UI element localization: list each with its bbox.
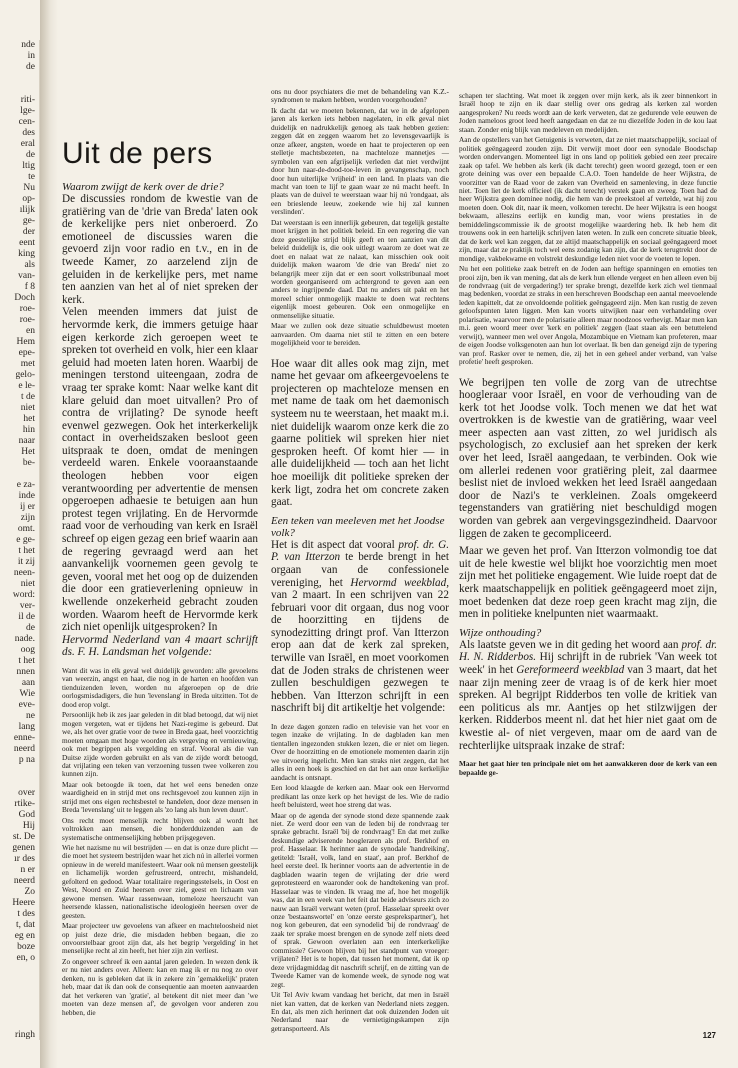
edge-fragment: zijn bbox=[20, 513, 35, 523]
edge-fragment: ne bbox=[26, 711, 35, 721]
article-title: Uit de pers bbox=[62, 137, 213, 170]
edge-fragment: op- bbox=[22, 194, 35, 204]
edge-fragment: naar bbox=[18, 436, 35, 446]
edge-fragment: neen- bbox=[13, 568, 35, 578]
quote-paragraph: Ons recht moet menselijk recht blijven ook al wordt het voltrokken aan mensen, die honderdduizenden aan de systematische ontmenselijking hebben prijsgegeven. bbox=[62, 815, 258, 842]
edge-fragment: cen- bbox=[18, 117, 35, 127]
edge-fragment: neerd bbox=[13, 744, 35, 754]
quote-paragraph: Maar op de agenda der synode stond deze spannende zaak niet. Ze werd door een van de leden bij de rondvraag ter sprake gebracht. Israël 'bij de rondvraag'! En dat met zulke deskundige adviserende hoogleraren als prof. Berkhof en prof. Hasselaar. Ik herinner aan de synodale 'handreiking', getiteld: 'Israël, volk, land en staat', aan prof. Berkhof de heel eerste deel. Ik herinner voorts aan de advertentie in de dagbladen waarin tegen de vrijlating der drie werd geprotesteerd en waaronder ook de handtekening van prof. Hasselaar was te vinden. Ik vraag me af, hoe het mogelijk was, dat in een week van het feit dat beide adviseurs zich zo nauw aan Israël verwant weten (prof. Hasselaar spreekt over onze 'bestaanswortel' en 'onze eerste gesprekspartner'), het nog kon gebeuren, dat een synodelid 'bij de rondvraag' de zaak ter sprake moest brengen en de synode zelf niets deed of sprak. Gewoon overlaten aan een interkerkelijke commissie? Gewoon blijven bij het standpunt van vroeger: vrijlaten? Het is te hopen, dat tussen het moment, dat ik op deze vrijdagmiddag dit naschrift schrijf, en de zitting van de Tweede Kamer van de komende week, de synode nog wat zegt. bbox=[271, 810, 449, 989]
edge-fragment: Zo bbox=[24, 887, 35, 897]
edge-fragment: nade. bbox=[14, 634, 35, 644]
intro-paragraph: De discussies rondom de kwestie van de gratiëring van de 'drie van Breda' laten ook de kerkelijke pers niet onberoerd. Zo emotioneel de discussies waren die gevoerd zijn voor radio en t.v., en in de tweede Kamer, zo aarzelend zijn de geluiden in de kerkelijke pers, met name ten aanzien van het al of niet spreken der kerk. Velen meenden immers dat juist de hervormde kerk, die immers getuige haar eigen kerkorde zich geroepen weet te spreken tot overheid en volk, hier een klaar geluid had moeten laten horen. Waarbij de meningen terstond uiteengaan, zodra de vraag ter sprake komt: Naar welke kant dit klare geluid dan moet uitvallen? Pro of contra de vrijlating? De synode heeft evenwel gezwegen. Ook het interkerkelijk contact in overheidszaken besloot geen uitspraak te doen, omdat de meningen verdeeld waren. Enkele vooraanstaande theologen hebben voor eigen verantwoording per advertentie de mensen opgeroepen adhaesie te betuigen aan hun protest tegen vrijlating. En de Hervormde raad voor de verhouding van kerk en Israël schreef op eigen gezag een brief waarin aan de regering gevraagd werd aan het aanvankelijk voornemen geen gevolg te geven, vooral met het oog op de duizenden die door een gratieverlening opnieuw in kwellende onzekerheid gebracht zouden worden. Waarom heeft de Hervormde kerk zich niet openlijk uitgesproken? In Hervormd Nederland van 4 maart schrijft ds. F. H. Landsman het volgende: bbox=[62, 193, 258, 659]
quote-paragraph: Uit Tel Aviv kwam vandaag het bericht, dat men in Israël niet kan vatten, dat de kerken van Nederland niets zeggen. En dat, als men zich herinnert dat ook duizenden Joden uit Nederland naar de vernietigingskampen zijn getransporteerd. Als bbox=[271, 990, 449, 1033]
edge-fragment bbox=[0, 997, 39, 1008]
edge-fragment bbox=[0, 73, 39, 84]
edge-fragment: t het bbox=[18, 546, 35, 556]
edge-fragment: oog bbox=[20, 645, 35, 655]
response-paragraph-2: Maar we geven het prof. Van Itterzon volmondig toe dat uit de hele kwestie wel blijkt hoe voorzichtig men moet zijn met het politieke engagement. Wie luide roept dat de kerk maatschappelijk en politiek geëngageerd moet zijn, moet bedenken dat deze roep geen kracht mag zijn, die men in politieke knelpunten niet waarmaakt. bbox=[459, 545, 717, 621]
edge-fragment: t de bbox=[21, 392, 35, 402]
citation-hervormd-nederland: Hervormd Nederland van 4 maart schrijft ds. F. H. Landsman het volgende: bbox=[62, 633, 258, 659]
edge-fragment: de bbox=[26, 150, 35, 160]
quote-paragraph: Maar projecteer uw gevoelens van afkeer en machteloosheid niet op juist deze drie, die misdaden hebben begaan, die zo onvoorstelbaar groot zijn dat, als het begrip 'vergelding' in het menselijke recht al zin heeft, het hier zijn zin verliest. bbox=[62, 921, 258, 956]
edge-fragment: epe- bbox=[18, 348, 35, 358]
quote-paragraph: Een lood klaagde de kerken aan. Maar ook een Hervormd predikant las onze kerk op het hevigst de les. Wie de radio heeft beluisterd, weet hoe streng dat was. bbox=[271, 783, 449, 810]
edge-fragment: st. De bbox=[12, 832, 35, 842]
edge-fragment: ver- bbox=[19, 601, 35, 611]
quote-landsman-continued bbox=[271, 88, 449, 348]
page-number: 127 bbox=[702, 1031, 716, 1040]
edge-fragment: Doch bbox=[14, 293, 35, 303]
subheading-joodse-volk: Een teken van meeleven met het Joodse volk? bbox=[271, 514, 445, 539]
edge-fragment: enne- bbox=[13, 733, 35, 743]
edge-fragment: roe- bbox=[19, 315, 35, 325]
edge-fragment: en bbox=[26, 326, 35, 336]
quote-paragraph: Persoonlijk heb ik zes jaar geleden in dit blad betoogd, dat wij niet mogen vergeten, wat er tijdens het Nazi-regime is gebeurd. Dat we, als het over gratie voor de twee in Breda gaat, heel voorzichtig moeten omgaan met hoge woorden als vergeving en vernieuwing, ook met begrippen als vergelding en straf. Vooral als die van Duitse zijde worden gebruikt en als van de zijde wordt betoogd, dat vrijlating een teken van verzoening tussen twee volkeren zou kunnen zijn. bbox=[62, 710, 258, 779]
edge-fragment: ltig bbox=[22, 161, 35, 171]
edge-fragment: f 8 bbox=[24, 282, 35, 292]
edge-fragment: roe- bbox=[19, 304, 35, 314]
edge-fragment: van- bbox=[18, 271, 35, 281]
quote-paragraph: Ik dacht dat we moeten bekennen, dat we in de afgelopen jaren als kerken iets hebben nagelaten, in elk geval niet duidelijk en nadrukkelijk genoeg als taak hebben gezien: zeggen dát en zeggen waarom het zo levensgevaarlijk is onze afkeer, angsten, woede en haat te projecteren op een stelletje machtsbezeten, na machteloze mannetjes — symbolen van een afgrijselijk verleden dat niet verdwijnt door hun naar-de-dood-toe-leven in gevangenschap, noch door hun uiterlijke 'vrijheid' in een land. In plaats van die macht van toen te lijf te gaan waar ze nú macht heeft. In plaats van de duivel te weerstaan waar hij nú 'rondgaat, als een brieslende leeuw, zoekende wie hij zal kunnen verslinden'. bbox=[271, 105, 449, 217]
edge-fragment: p na bbox=[18, 755, 35, 765]
quote-paragraph: Aan de opstellers van het Getuigenis is verweten, dat ze niet maatschappelijk, sociaal of politiek geëngageerd zouden zijn. Dit verwijt moet door een synodale Boodschap worden ondervangen. Momenteel ligt in ons land op politiek gebied een zeer precaire zaak op tafel. We hebben als kerk (ik dacht terecht) geen woord gezegd, toen er een grote deining was over een bepaalde C.A.O. Toen handelde de heer Wijkstra, de voorzitter van de Raad voor de zaken van Overheid en samenleving, in deze functie niet. Toen liet de kerk officieel (ik dacht terecht) verstek gaan en zweeg. Toen had de heer Wijkstra geen dominee nodig, die hem van de preekstoel af vertelde, wat hij zou moeten doen. Ook dit, naar ik meen, volkomen terecht. De heer Wijkstra is een hoogst bekwaam, alleszins eerlijk en kundig man, voor wiens prestaties in de bemiddelingscommissie ik de grootst mogelijke waardering heb. Ik heb hem dit trouwens ook in een hartelijk schrijven laten weten. In zulk een concrete situatie bleek, dat de kerk wel kan zeggen, dat ze altijd maatschappelijk en sociaal geëngageerd moet zijn, maar dat ze praktijk toch wel eens zodanig kan zijn, dat de kerk terugtrekt door de mondige, vakbekwame en volstrekt deskundige leden niet voor de voeten te lopen. bbox=[459, 135, 717, 263]
edge-fragment: t het bbox=[18, 656, 35, 666]
edge-fragment: king bbox=[18, 249, 35, 259]
edge-fragment: rtike- bbox=[14, 799, 35, 809]
edge-fragment: e ge- bbox=[16, 535, 35, 545]
edge-fragment: word: bbox=[12, 590, 35, 600]
edge-fragment: neerd bbox=[13, 876, 35, 886]
quote-paragraph: Dat weerstaan is een innerlijk gebeuren, dat tegelijk gestalte moet krijgen in het politiek beleid. En een regering die van deze geestelijke strijd blijk geeft en ten aanzien van dit beleid duidelijk is, die ook uitlegt waarom ze doet wat ze doet en nalaat wat ze nalaat, kan misschien ook ooit duidelijk maken waarom 'de drie van Breda' niet zo belangrijk meer zijn dat er een soort volkstribunaal moet worden georganiseerd om achtergrond te geven aan een anders te ingrijpende daad. Dat nu anders uit pakt en het moreel schier onmogelijk maakte te doen wat rechtens eigenlijk moest gebeuren. Ook een onmogelijke en onmenselijke situatie. bbox=[271, 217, 449, 320]
edge-fragment bbox=[0, 84, 39, 95]
paragraph-velen: Velen meenden immers dat juist de hervormde kerk, die immers getuige haar eigen kerkorde zich geroepen weet te spreken tot overheid en volk, hier een klaar geluid had moeten laten horen. Waarbij de meningen terstond uiteengaan, zodra de vraag ter sprake komt: Naar welke kant dit klare geluid dan moet uitvallen? Pro of contra de vrijlating? De synode heeft evenwel gezwegen. Ook het interkerkelijk contact in overheidszaken besloot geen uitspraak te doen, omdat de meningen verdeeld waren. Enkele vooraanstaande theologen hebben voor eigen verantwoording per advertentie de mensen opgeroepen adhaesie te betuigen aan hun protest tegen vrijlating. En de Hervormde raad voor de verhouding van kerk en Israël schreef op eigen gezag een brief waarin aan de regering gevraagd werd aan het aanvankelijk voornemen geen gevolg te geven, vooral met het oog op de duizenden die door een gratieverlening opnieuw in kwellende onzekerheid gebracht zouden worden. Waarom heeft de Hervormde kerk zich niet openlijk uitgesproken? In bbox=[62, 306, 258, 634]
quote-paragraph: Maar we zullen ook deze situatie schuldbewust moeten aanvaarden. Om daarna niet stil te zitten en een betere mogelijkheid voor te bereiden. bbox=[271, 321, 449, 348]
edge-fragment: niet bbox=[20, 403, 35, 413]
edge-fragment: genen bbox=[12, 843, 35, 853]
quote-paragraph: In deze dagen gonzen radio en televisie van het voor en tegen inzake de vrijlating. In de dagbladen kan men tientallen ingezonden stukken lezen, die er niet om liegen. Over de hoorzitting en de emotionele momenten daarin zijn we uitvoerig ingelicht. Men kan straks niet zeggen, dat het alles in een hoek is geschied en dat het aan onze kerkelijke aandacht is ontsnapt. bbox=[271, 722, 449, 782]
edge-fragment: eral bbox=[20, 139, 35, 149]
edge-fragment: ij er bbox=[19, 502, 35, 512]
edge-fragment: Heere bbox=[12, 898, 35, 908]
edge-fragment: der bbox=[22, 227, 35, 237]
edge-fragment: omt. bbox=[17, 524, 35, 534]
edge-fragment: als bbox=[24, 260, 35, 270]
edge-fragment: met bbox=[20, 359, 35, 369]
edge-fragment: t, dat bbox=[16, 920, 35, 930]
edge-fragment bbox=[0, 469, 39, 480]
edge-fragment: ge- bbox=[22, 216, 35, 226]
edge-fragment bbox=[0, 1019, 39, 1030]
book-binding-shadow bbox=[40, 0, 58, 1068]
edge-fragment: e za- bbox=[16, 480, 35, 490]
edge-fragment: te bbox=[28, 172, 35, 182]
edge-fragment: eg en bbox=[14, 931, 35, 941]
quote-paragraph: Wie het nazisme nu wil bestrijden — en dat is onze dure plicht — die moet het systeem bestrijden waar het zich nú in allerlei vormen opnieuw in de wereld manifesteert. Waar ook nú mensen geestelijk en lichamelijk worden gefrustreerd, ontrecht, mishandeld, gefolterd en gedood. Waar totalitaire regeringsstelsels, in Oost en West, Noord en Zuid heersen over ziel, geest en lichaam van gewone mensen. Waar rassenwaan, tomeloze heerszucht van heersende klassen, nationalistische ideologieën heersen over de geesten. bbox=[62, 843, 258, 920]
edge-fragment: eve- bbox=[18, 700, 35, 710]
edge-fragment: e le- bbox=[18, 381, 35, 391]
subheading-wijze-onthouding: Wijze onthouding? bbox=[459, 626, 542, 639]
edge-fragment: over bbox=[18, 788, 35, 798]
edge-fragment: il de bbox=[18, 612, 35, 622]
edge-fragment: Nu bbox=[23, 183, 35, 193]
commentary-paragraph: Hoe waar dit alles ook mag zijn, met name het gevaar om afkeergevoelens te projecteren op machteloze mensen en met name de taak om het daemonisch systeem nu te weerstaan, het maakt m.i. niet duidelijk waarom onze kerk die zo gaarne politiek wil spreken hier niet gesproken heeft. Of komt hier — in alle duidelijkheid — toch aan het licht hoe moeilijk dit politieke spreken der kerk ligt, zodra het om concrete zaken gaat. bbox=[271, 357, 449, 509]
edge-fragment: nnen bbox=[16, 667, 35, 677]
edge-fragment: de bbox=[26, 62, 35, 72]
quote-paragraph: ons nu door psychiaters die met de behandeling van K.Z.-syndromen te maken hebben, worden voorgehouden? bbox=[271, 88, 449, 105]
column-3 bbox=[459, 92, 717, 777]
edge-fragment: inde bbox=[18, 491, 35, 501]
response-paragraph-1: We begrijpen ten volle de zorg van de utrechtse hoogleraar voor Israël, en voor de verhouding van de kerk tot het Joodse volk. Toch menen we dat het wat overtrokken is de kwestie van de gratiëring, waar veel meer aspecten aan vast zitten, zo wel juridisch als psychologisch, zo exclusief aan het spreken der kerk over het leed, Israël aangedaan, te verbinden. Ook wie om allerlei redenen voor gratiëring pleit, zal daarmee beslist niet de invloed wekken het leed Israël aangedaan door de Nazi's te verkleinen. Zoals omgekeerd tegenstanders van gratiëring niet beschuldigd mogen worden van gebrek aan vergevingsgezindheid. Daarvoor liggen de zaken te gecompliceerd. bbox=[459, 376, 717, 540]
left-page-edge-fragments bbox=[0, 40, 40, 1040]
edge-fragment: God bbox=[18, 810, 35, 820]
edge-fragment: in bbox=[27, 51, 35, 61]
edge-fragment: Wie bbox=[19, 689, 35, 699]
quote-paragraph: Maar ook betoogde ik toen, dat het wel eens beneden onze waardigheid en in strijd met ons rechtsgevoel zou kunnen zijn in strijd met ons eigen rechtsbestel te handelen, door deze mensen in Breda 'levenslang' uit te leggen als 'zo lang als hun leven duurt'. bbox=[62, 779, 258, 815]
edge-fragment: aan bbox=[21, 678, 35, 688]
column-2 bbox=[271, 88, 449, 1035]
subheading-why-silent: Waarom zwijgt de kerk over de drie? bbox=[62, 181, 224, 193]
quote-itterzon-continued bbox=[459, 92, 717, 367]
quote-landsman bbox=[62, 667, 258, 1017]
quote-paragraph: schapen ter slachting. Wat moet ik zeggen over mijn kerk, als ik zeer binnenkort in Israël hoop te zijn en ik daar stellig over ons gedrag als kerken zal worden aangesproken? Nu reeds wordt aan de kerk verweten, dat ze gedurende vele eeuwen de Joden nameloos groot leed heeft aangedaan en dat ze nu diezelfde Joden in de kou laat staan. Zonder enig blijk van medeleven en medelijden. bbox=[459, 92, 717, 134]
edge-fragment: en, o bbox=[16, 953, 35, 963]
edge-fragment: hin bbox=[22, 425, 35, 435]
edge-fragment bbox=[0, 766, 39, 777]
quote-paragraph: Nu het een politieke zaak betreft en de Joden aan heftige spanningen en emoties ten prooi zijn, ben ik van mening, dat als de kerk hun ellende vergeet en hen alleen even bij de rondvraag (uit de vergadering!) ter sprake brengt, dezelfde kerk zich wel tienmaal mag bedenken, voordat ze straks in een herschreven Boodschap een aantal meevoelende leden kapittelt, dat ze onvoldoende politiek geëngageerd zijn. Men kan rustig de zeven geloofspunten laten liggen. Men kan voorts uitwijken naar een verhandeling over polarisatie, waarvoor men de polarisatie alleen maar noodzoos verhevigt. Maar men kan m.i. geen woord meer over 'kerk en politiek' zeggen (laat staan als een betuttelend verwijt), wanneer men wel over Angola, Mozambique en Vietnam kan profeteren, maar de eigen Joodse volksgenoten aan hun lot overlaat. Ik ben dan geneigd zijn de typering van prof. Rasker over te nemen, die, zij het in een geheel ander verband, van 'valse profetie' heeft gesproken. bbox=[459, 264, 717, 367]
edge-fragment bbox=[0, 975, 39, 986]
edge-fragment: nde bbox=[21, 40, 35, 50]
edge-fragment: niet bbox=[20, 579, 35, 589]
edge-fragment bbox=[0, 1008, 39, 1019]
edge-fragment: ılijk bbox=[19, 205, 35, 215]
quote-paragraph: Want dit was in elk geval wel duidelijk geworden: alle gevoelens van weerzin, angst en haat, die nog in de harten en hoofden van tienduizenden leven, worden nu afgeroepen op de drie oorlogsmisdadigers, die hun 'levenslang' in Breda uitzitten. Tot de dood erop volgt. bbox=[62, 665, 258, 709]
edge-fragment: eent bbox=[19, 238, 35, 248]
itterzon-paragraph: Het is dit aspect dat vooral prof. dr. G. P. van Itterzon te berde brengt in het orgaan van de confessionele vereniging, het Hervormd weekblad, van 2 maart. In een schrijven van 22 februari voor dit orgaan, dus nog voor de hoorzitting en tijdens de synodezitting dringt prof. Van Itterzon erop aan dat de kerk zal spreken, terwille van Israël, en moet voorkomen dat de Joden straks de christenen weer zullen beschuldigen gezwegen te hebben. Van Itterzon schrijft in een naschrift bij dit artikeltje het volgende: bbox=[271, 538, 449, 715]
edge-fragment bbox=[0, 964, 39, 975]
edge-fragment: be- bbox=[22, 458, 35, 468]
edge-fragment: Hij bbox=[22, 821, 35, 831]
quote-ridderbos: Maar het gaat hier ten principale niet om het aanwakkeren door de kerk van een bepaalde ge- bbox=[459, 759, 717, 777]
edge-fragment: des bbox=[22, 128, 35, 138]
edge-fragment: lge- bbox=[20, 106, 35, 116]
edge-fragment: de bbox=[26, 623, 35, 633]
edge-fragment: Het bbox=[21, 447, 35, 457]
edge-fragment: riti- bbox=[20, 95, 35, 105]
edge-fragment: het bbox=[23, 414, 35, 424]
ridderbos-paragraph: Als laatste geven we in dit geding het woord aan prof. dr. H. N. Ridderbos. Hij schrijft in de rubriek 'Van week tot week' in het Gereformeerd weekblad van 3 maart, dat het naar zijn mening zeer de vraag is of de kerk hier moet spreken. Al begrijpt Ridderbos ten volle de kritiek van een politicus als mr. Aantjes op het stilzwijgen der kerken. Ridderbos meent nl. dat het hier niet gaat om de kwestie al- of niet vergeven, maar om de aard van de rechterlijke uitspraak inzake de straf: bbox=[459, 638, 717, 752]
edge-fragment: ringh bbox=[14, 1030, 35, 1040]
edge-fragment bbox=[0, 986, 39, 997]
edge-fragment: lang bbox=[18, 722, 35, 732]
edge-fragment: it zij bbox=[17, 557, 35, 567]
edge-fragment bbox=[0, 777, 39, 788]
quote-paragraph: Zo ongeveer schreef ik een aantal jaren geleden. In wezen denk ik er nu niet anders over. Alleen: kan en mag ik er nu nog zo over denken, nu is gebleken dat ik in zekere zin 'gemakkelijk' praten heb, maar dat ik dan ook de consequentie aan moeten aanvaarden dat het verkeren van 'gratie', al betekent dit niet meer dan 'we moeten van deze mensen af', de gevolgen voor anderen zou hebben, die bbox=[62, 956, 258, 1017]
edge-fragment: t des bbox=[17, 909, 35, 919]
column-1 bbox=[62, 55, 258, 1019]
edge-fragment: boze bbox=[17, 942, 35, 952]
edge-fragment: gelo- bbox=[15, 370, 35, 380]
quote-itterzon bbox=[271, 723, 449, 1033]
edge-fragment: ır des bbox=[14, 854, 35, 864]
edge-fragment: Hem bbox=[16, 337, 35, 347]
edge-fragment: n er bbox=[20, 865, 35, 875]
